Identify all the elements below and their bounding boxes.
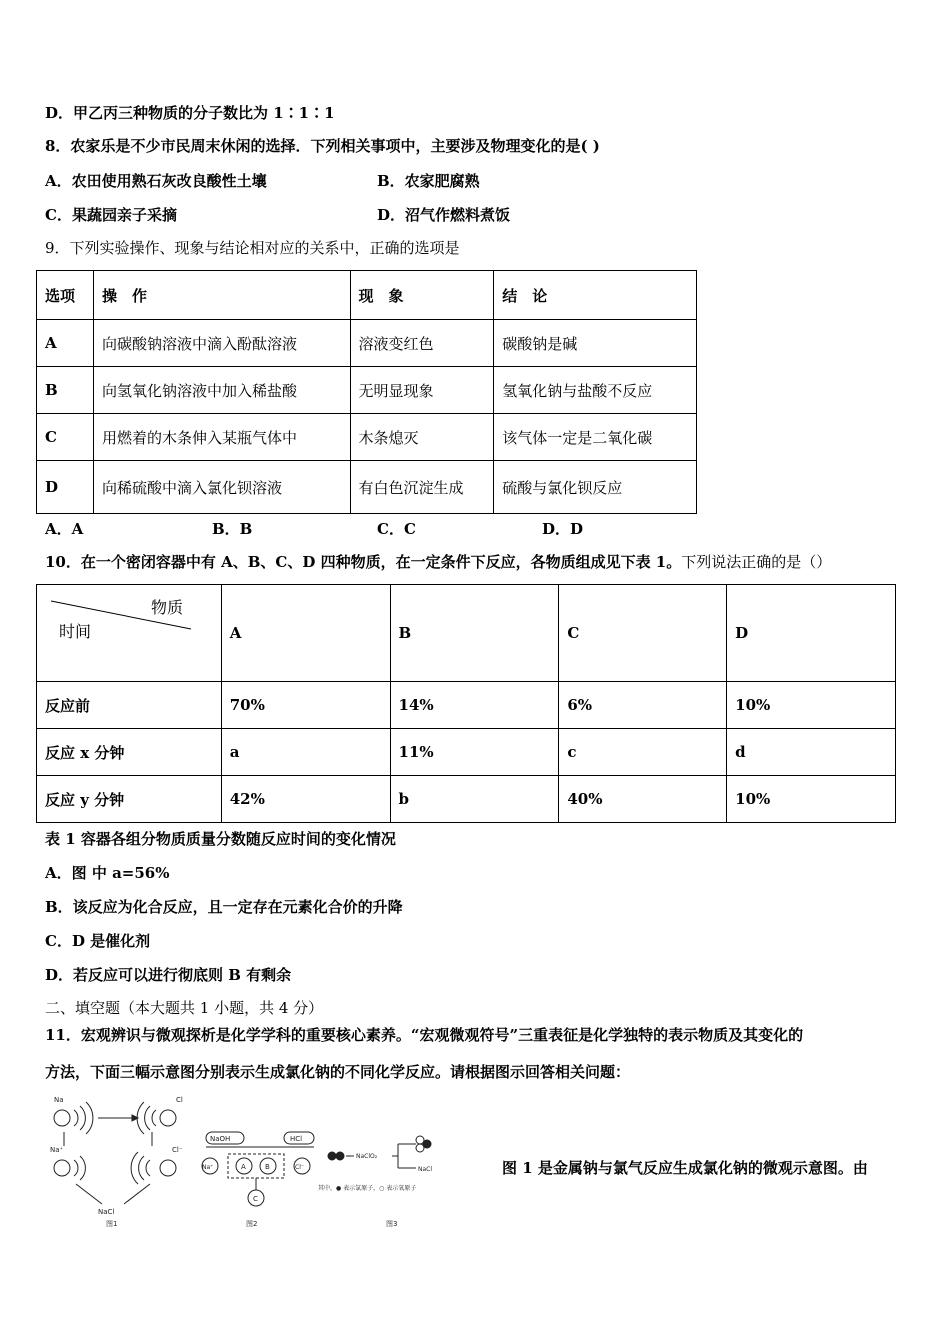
q9-stem: 9．下列实验操作、现象与结论相对应的关系中，正确的选项是 (45, 239, 460, 257)
table-cell: 硫酸与氯化钡反应 (494, 461, 697, 514)
fig-label: Cl⁻ (172, 1146, 183, 1154)
table-cell: 6% (559, 682, 727, 729)
q8-stem: 8．农家乐是不少市民周末休闲的选择．下列相关事项中，主要涉及物理变化的是( ) (45, 137, 600, 155)
q7-option-d: D．甲乙丙三种物质的分子数比为 1∶1∶1 (45, 104, 335, 122)
table-cell: 用燃着的木条伸入某瓶气体中 (93, 414, 350, 461)
table-header: 操 作 (93, 271, 350, 320)
fig-label: Na (54, 1096, 64, 1104)
table-cell: 反应 x 分钟 (37, 729, 222, 776)
table-header: 结 论 (494, 271, 697, 320)
table-row (37, 320, 697, 367)
table-cell: 向氢氧化钠溶液中加入稀盐酸 (93, 367, 350, 414)
table-cell: 木条熄灭 (350, 414, 494, 461)
q9-answer-a: A．A (45, 520, 84, 538)
q10-option-b: B．该反应为化合反应，且一定存在元素化合价的升降 (45, 898, 403, 916)
fig-label: NaCl (418, 1166, 433, 1173)
fig-label: B (265, 1163, 270, 1171)
q10-stem-tail: 下列说法正确的是（） (681, 553, 832, 571)
fig-label: NaClO₂ (356, 1153, 378, 1160)
table-header: D (727, 585, 896, 682)
table-cell: 42% (221, 776, 390, 823)
q9-answer-c: C．C (377, 520, 416, 538)
table-cell: 无明显现象 (350, 367, 494, 414)
table-header: B (390, 585, 559, 682)
q10-table-caption: 表 1 容器各组分物质质量分数随反应时间的变化情况 (45, 830, 396, 848)
table-cell: B (37, 367, 94, 414)
corner-label-substance: 物质 (151, 598, 184, 617)
q11-line1: 11．宏观辨识与微观探析是化学学科的重要核心素养。“宏观微观符号”三重表征是化学独特的表示物质及其变化的 (45, 1026, 804, 1044)
table-row (37, 729, 896, 776)
fig-label: 图1 (106, 1220, 118, 1228)
fig-label: Cl⁻ (295, 1164, 305, 1171)
table-cell: 40% (559, 776, 727, 823)
table-cell: 反应 y 分钟 (37, 776, 222, 823)
table-header: 现 象 (350, 271, 494, 320)
table-cell: 向稀硫酸中滴入氯化钡溶液 (93, 461, 350, 514)
q8-option-b: B．农家肥腐熟 (377, 172, 480, 190)
q9-table (36, 270, 697, 514)
figure-1-diagram (50, 1096, 183, 1228)
table-cell: 向碳酸钠溶液中滴入酚酞溶液 (93, 320, 350, 367)
q10-stem (45, 552, 831, 572)
section-heading: 二、填空题（本大题共 1 小题，共 4 分） (45, 999, 324, 1017)
q10-option-d: D．若反应可以进行彻底则 B 有剩余 (45, 966, 292, 984)
fig-label: 图2 (246, 1220, 258, 1228)
table-header: 选项 (37, 271, 94, 320)
figure-2-diagram (202, 1132, 314, 1228)
table-cell: C (37, 414, 94, 461)
q8-option-c: C．果蔬园亲子采摘 (45, 206, 177, 224)
table-row (37, 461, 697, 514)
fig-label: 其中，● 表示氯原子，○ 表示氧原子 (318, 1185, 417, 1192)
table-cell: 10% (727, 682, 896, 729)
table-cell: 碳酸钠是碱 (494, 320, 697, 367)
table-row (37, 367, 697, 414)
table-header-row (37, 271, 697, 320)
table-cell: 14% (390, 682, 559, 729)
fig-label: A (241, 1163, 246, 1171)
table-row (37, 414, 697, 461)
table-cell: 溶液变红色 (350, 320, 494, 367)
table-cell: 该气体一定是二氧化碳 (494, 414, 697, 461)
table-cell: D (37, 461, 94, 514)
q9-answer-d: D．D (542, 520, 584, 538)
table-cell: b (390, 776, 559, 823)
q10-table (36, 584, 896, 823)
table-cell: 70% (221, 682, 390, 729)
q11-line2: 方法，下面三幅示意图分别表示生成氯化钠的不同化学反应。请根据图示回答相关问题： (45, 1063, 631, 1081)
table-cell: d (727, 729, 896, 776)
table-cell: 有白色沉淀生成 (350, 461, 494, 514)
table-header: C (559, 585, 727, 682)
table-header: A (221, 585, 390, 682)
fig-label: C (253, 1195, 258, 1203)
q10-option-c: C．D 是催化剂 (45, 932, 151, 950)
fig-label: NaCl (98, 1208, 115, 1216)
q10-stem-main: 10．在一个密闭容器中有 A、B、C、D 四种物质，在一定条件下反应，各物质组成见下表 1。 (45, 553, 682, 571)
q11-after-figure: 图 1 是金属钠与氯气反应生成氯化钠的微观示意图。由 (502, 1159, 868, 1177)
table-header-row (37, 585, 896, 682)
corner-label-time: 时间 (59, 622, 92, 641)
table-row (37, 682, 896, 729)
fig-label: Na⁺ (202, 1164, 214, 1171)
table-cell: A (37, 320, 94, 367)
table-cell: 氢氧化钠与盐酸不反应 (494, 367, 697, 414)
table-cell: 11% (390, 729, 559, 776)
table-row (37, 776, 896, 823)
table-cell: a (221, 729, 390, 776)
fig-label: Cl (176, 1096, 183, 1104)
q9-answer-b: B．B (212, 520, 253, 538)
q8-option-a: A．农田使用熟石灰改良酸性土壤 (45, 172, 267, 190)
q11-diagrams-figure (40, 1092, 495, 1232)
table-cell: 反应前 (37, 682, 222, 729)
q10-option-a: A．图 中 a=56% (45, 864, 170, 882)
fig-label: NaOH (210, 1135, 231, 1143)
fig-label: HCl (290, 1135, 303, 1143)
fig-label: 图3 (386, 1220, 398, 1228)
figure-3-diagram (318, 1136, 432, 1228)
fig-label: Na⁺ (50, 1146, 64, 1154)
table-cell: c (559, 729, 727, 776)
table-corner-cell (37, 585, 222, 682)
table-cell: 10% (727, 776, 896, 823)
q8-option-d: D．沼气作燃料煮饭 (377, 206, 511, 224)
